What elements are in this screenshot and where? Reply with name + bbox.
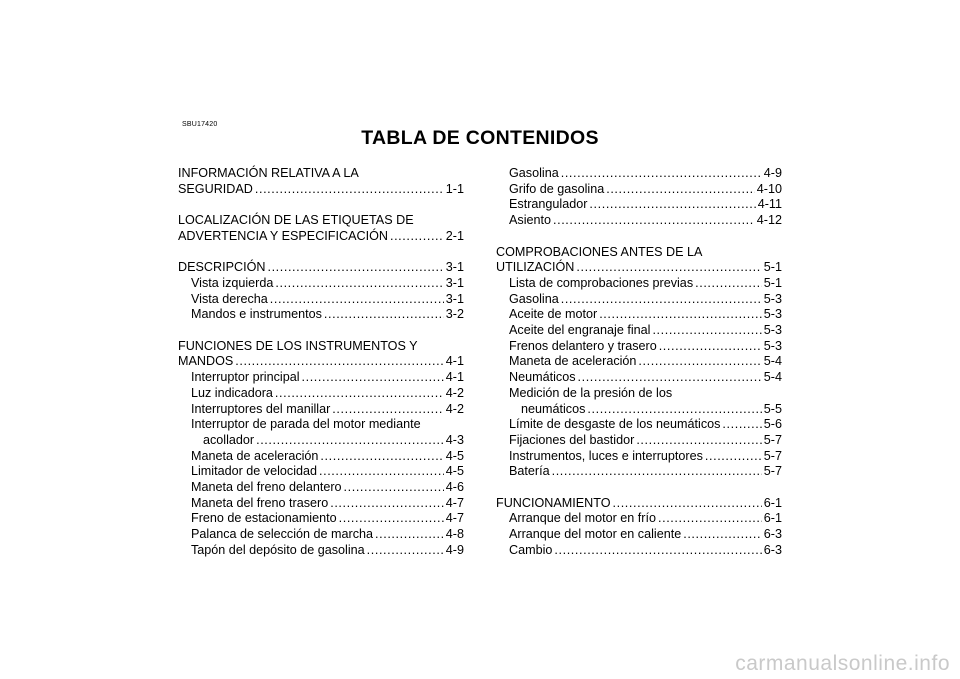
toc-page-number: 3-2 — [445, 307, 464, 322]
toc-page-number: 5-7 — [763, 448, 782, 463]
toc-leader-dots — [613, 496, 762, 512]
toc-entry[interactable] — [178, 527, 464, 543]
toc-page-number: 6-3 — [763, 542, 782, 557]
toc-section-entry[interactable] — [178, 229, 464, 245]
toc-entry[interactable] — [178, 370, 464, 386]
toc-entry[interactable] — [178, 386, 464, 402]
toc-section-entry[interactable] — [496, 496, 782, 512]
toc-entry-title: Freno de estacionamiento — [191, 511, 337, 526]
toc-page-number: 6-1 — [763, 495, 782, 510]
toc-leader-dots — [589, 197, 755, 213]
toc-entry[interactable] — [496, 464, 782, 480]
toc-section-heading: LOCALIZACIÓN DE LAS ETIQUETAS DE — [178, 213, 414, 228]
toc-entry-title: SEGURIDAD — [178, 181, 253, 196]
toc-section-heading: COMPROBACIONES ANTES DE LA — [496, 244, 703, 259]
toc-entry-title: Vista derecha — [191, 291, 268, 306]
toc-leader-dots — [636, 433, 761, 449]
toc-page-number: 4-11 — [757, 197, 782, 212]
toc-page-number: 4-1 — [445, 354, 464, 369]
toc-leader-dots — [375, 527, 444, 543]
toc-leader-dots — [705, 449, 762, 465]
toc-entry[interactable] — [178, 480, 464, 496]
toc-page-number: 4-9 — [445, 542, 464, 557]
toc-section-entry[interactable] — [178, 260, 464, 276]
toc-entry[interactable] — [178, 402, 464, 418]
toc-section-entry[interactable] — [178, 354, 464, 370]
toc-page-number: 4-7 — [445, 495, 464, 510]
toc-page-number: 4-2 — [445, 385, 464, 400]
toc-entry-title: Medición de la presión de los — [509, 385, 673, 400]
toc-entry[interactable] — [496, 182, 782, 198]
toc-leader-dots — [606, 182, 755, 198]
toc-entry[interactable] — [496, 276, 782, 292]
toc-entry[interactable] — [496, 354, 782, 370]
toc-entry[interactable] — [496, 433, 782, 449]
toc-section-heading: INFORMACIÓN RELATIVA A LA — [178, 166, 359, 180]
watermark-text: carmanualsonline.info — [735, 652, 950, 675]
toc-leader-dots — [722, 417, 761, 433]
toc-page-number: 1-1 — [445, 181, 464, 196]
toc-entry[interactable] — [496, 543, 782, 559]
toc-entry[interactable] — [496, 449, 782, 465]
toc-right-column — [496, 166, 782, 559]
toc-entry-title: Arranque del motor en caliente — [509, 527, 682, 542]
toc-page-number: 3-1 — [445, 260, 464, 275]
toc-leader-dots — [638, 354, 761, 370]
toc-entry[interactable] — [496, 292, 782, 308]
toc-page-number: 4-3 — [445, 432, 464, 447]
toc-entry[interactable] — [496, 417, 782, 433]
toc-entry[interactable] — [178, 449, 464, 465]
toc-entry-title: Maneta de aceleración — [191, 448, 319, 463]
toc-section-entry[interactable] — [496, 260, 782, 276]
toc-entry-title: Interruptores del manillar — [191, 401, 331, 416]
toc-page-number: 5-3 — [763, 323, 782, 338]
toc-entry[interactable] — [496, 370, 782, 386]
toc-leader-dots — [576, 260, 761, 276]
toc-page-number: 6-1 — [763, 511, 782, 526]
toc-entry[interactable] — [496, 213, 782, 229]
toc-leader-dots — [652, 323, 761, 339]
toc-entry[interactable] — [178, 511, 464, 527]
toc-leader-dots — [599, 307, 762, 323]
toc-page-number: 5-3 — [763, 338, 782, 353]
toc-entry-title: Arranque del motor en frío — [509, 511, 657, 526]
toc-leader-dots — [275, 386, 444, 402]
toc-page-number: 3-1 — [445, 275, 464, 290]
toc-entry-title: neumáticos — [521, 401, 586, 416]
toc-entry-title: Fijaciones del bastidor — [509, 432, 635, 447]
toc-leader-dots — [578, 370, 762, 386]
toc-page-number: 5-7 — [763, 464, 782, 479]
toc-leader-dots — [339, 511, 444, 527]
toc-leader-dots — [320, 449, 443, 465]
toc-leader-dots — [658, 511, 762, 527]
toc-entry-title: Estrangulador — [509, 197, 588, 212]
toc-leader-dots — [552, 464, 762, 480]
toc-page-number: 4-6 — [445, 480, 464, 495]
toc-entry-title: Limitador de velocidad — [191, 464, 318, 479]
toc-entry[interactable] — [178, 433, 464, 449]
toc-leader-dots — [332, 402, 444, 418]
toc-leader-dots — [683, 527, 762, 543]
toc-entry[interactable] — [496, 197, 782, 213]
toc-entry[interactable] — [496, 339, 782, 355]
toc-entry-title: MANDOS — [178, 354, 234, 369]
toc-leader-dots — [587, 402, 761, 418]
toc-leader-dots — [255, 182, 444, 198]
toc-left-column — [178, 166, 464, 559]
toc-leader-dots — [561, 166, 762, 182]
toc-page-number: 4-10 — [756, 181, 782, 196]
toc-entry-title: Interruptor principal — [191, 370, 300, 385]
toc-entry-title: DESCRIPCIÓN — [178, 260, 266, 275]
toc-entry-title: Asiento — [509, 213, 552, 228]
toc-leader-dots — [235, 354, 444, 370]
toc-entry[interactable] — [178, 496, 464, 512]
toc-leader-dots — [554, 543, 761, 559]
toc-entry-title: Maneta del freno delantero — [191, 480, 342, 495]
toc-entry-title: ADVERTENCIA Y ESPECIFICACIÓN — [178, 228, 388, 243]
toc-entry-title: Mandos e instrumentos — [191, 307, 322, 322]
toc-entry[interactable] — [178, 464, 464, 480]
toc-page-number: 5-1 — [763, 260, 782, 275]
toc-entry[interactable] — [496, 402, 782, 418]
toc-leader-dots — [659, 339, 762, 355]
toc-entry-title: Aceite del engranaje final — [509, 323, 651, 338]
toc-entry[interactable] — [178, 307, 464, 323]
toc-entry[interactable] — [496, 323, 782, 339]
toc-page-number: 4-5 — [445, 448, 464, 463]
toc-entry[interactable] — [496, 166, 782, 182]
toc-entry-title: Maneta de aceleración — [509, 354, 637, 369]
toc-entry-title: Batería — [509, 464, 550, 479]
toc-page-number: 6-3 — [763, 527, 782, 542]
toc-entry-title: acollador — [203, 432, 255, 447]
toc-entry-title: Vista izquierda — [191, 275, 274, 290]
toc-entry[interactable] — [178, 543, 464, 559]
toc-entry-title: Luz indicadora — [191, 385, 273, 400]
toc-entry[interactable] — [178, 292, 464, 308]
toc-page-number: 5-1 — [763, 275, 782, 290]
toc-entry[interactable] — [496, 307, 782, 323]
doc-code: SBU17420 — [182, 121, 218, 128]
toc-entry[interactable] — [496, 511, 782, 527]
toc-entry-title: Límite de desgaste de los neumáticos — [509, 417, 721, 432]
toc-entry-title: Frenos delantero y trasero — [509, 338, 657, 353]
toc-page-number: 4-2 — [445, 401, 464, 416]
toc-page-number: 4-7 — [445, 511, 464, 526]
toc-leader-dots — [319, 464, 444, 480]
toc-entry-title: Tapón del depósito de gasolina — [191, 542, 365, 557]
toc-entry-title: Instrumentos, luces e interruptores — [509, 448, 703, 463]
toc-page-number: 5-5 — [763, 401, 782, 416]
toc-leader-dots — [330, 496, 444, 512]
toc-leader-dots — [561, 292, 762, 308]
toc-entry-title: Cambio — [509, 542, 553, 557]
toc-page-number: 4-8 — [445, 527, 464, 542]
toc-leader-dots — [324, 307, 444, 323]
toc-page-number: 5-3 — [763, 307, 782, 322]
toc-page-number: 5-4 — [763, 370, 782, 385]
toc-section-heading: FUNCIONES DE LOS INSTRUMENTOS Y — [178, 338, 418, 353]
toc-leader-dots — [553, 213, 755, 229]
toc-leader-dots — [302, 370, 444, 386]
toc-leader-dots — [267, 260, 443, 276]
toc-leader-dots — [390, 229, 444, 245]
toc-entry-title: Interruptor de parada del motor mediante — [191, 417, 421, 432]
toc-page-number: 3-1 — [445, 291, 464, 306]
toc-page-number: 4-9 — [763, 166, 782, 180]
toc-entry-title: Gasolina — [509, 291, 559, 306]
toc-entry[interactable] — [178, 276, 464, 292]
toc-entry-title: Palanca de selección de marcha — [191, 527, 374, 542]
toc-leader-dots — [344, 480, 444, 496]
toc-leader-dots — [275, 276, 443, 292]
toc-page-number: 4-1 — [445, 370, 464, 385]
toc-leader-dots — [695, 276, 762, 292]
toc-entry-title: Aceite de motor — [509, 307, 598, 322]
toc-entry-title: Gasolina — [509, 166, 559, 180]
toc-entry-title: FUNCIONAMIENTO — [496, 495, 611, 510]
toc-page-number: 5-4 — [763, 354, 782, 369]
toc-entry-title: Grifo de gasolina — [509, 181, 605, 196]
toc-entry-title: Lista de comprobaciones previas — [509, 275, 694, 290]
toc-leader-dots — [270, 292, 444, 308]
toc-page-number: 2-1 — [445, 228, 464, 243]
toc-page-number: 4-12 — [756, 213, 782, 228]
toc-entry-title: Neumáticos — [509, 370, 576, 385]
toc-entry[interactable] — [496, 527, 782, 543]
toc-page-number: 5-6 — [763, 417, 782, 432]
toc-page-number: 5-3 — [763, 291, 782, 306]
toc-leader-dots — [367, 543, 444, 559]
page-title: TABLA DE CONTENIDOS — [361, 127, 599, 149]
toc-entry-title: UTILIZACIÓN — [496, 260, 575, 275]
toc-entry-title: Maneta del freno trasero — [191, 495, 329, 510]
toc-page-number: 5-7 — [763, 432, 782, 447]
toc-page-number: 4-5 — [445, 464, 464, 479]
toc-leader-dots — [256, 433, 444, 449]
toc-section-entry[interactable] — [178, 182, 464, 198]
